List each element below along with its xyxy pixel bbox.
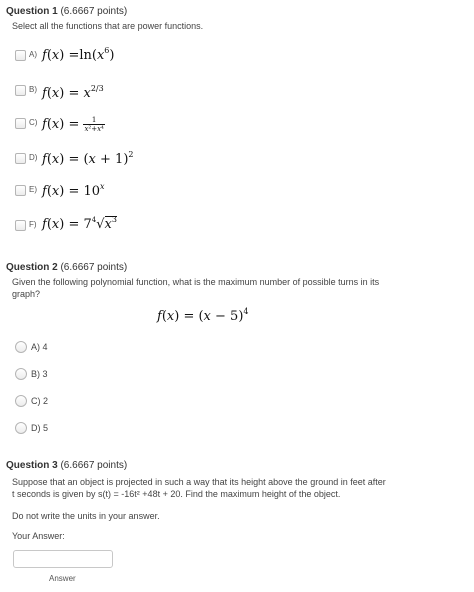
option-c-radio[interactable]	[15, 395, 27, 407]
option-f-formula: $f(x) = 7^4√x^3$	[42, 215, 117, 232]
question-3-points: (6.6667 points)	[60, 460, 128, 471]
option-b-radio[interactable]	[15, 368, 27, 380]
question-1-title	[6, 6, 127, 17]
option-f-checkbox[interactable]	[15, 220, 26, 231]
question-2-formula: $f(x) = (x - 5)^4$	[157, 307, 249, 324]
option-d-letter: D)	[29, 153, 38, 162]
question-1-prompt: Select all the functions that are power functions.	[12, 21, 204, 31]
option-a-checkbox[interactable]	[15, 50, 26, 61]
option-a-formula: $f(x) =\ln(x^6)$	[42, 46, 115, 63]
question-3-label: Question 3	[6, 460, 58, 471]
option-e-formula: $f(x) = 10^x$	[42, 182, 105, 199]
question-2-points: (6.6667 points)	[60, 262, 128, 273]
option-c-formula: f(x) = $\frac{1}{\text{x²+x⁴}}$	[42, 116, 104, 133]
question-2-prompt: Given the following polynomial function, what is the maximum number of possible turns in its graph?	[12, 277, 380, 299]
option-b-letter: B)	[29, 85, 37, 94]
option-d-label: D) 5	[31, 423, 49, 433]
question-1-points: (6.6667 points)	[60, 6, 128, 17]
option-c-letter: C)	[29, 118, 38, 127]
option-d-formula: $f(x) = (x + 1)^2$	[42, 150, 134, 167]
answer-input[interactable]	[13, 550, 113, 568]
question-2-label: Question 2	[6, 262, 58, 273]
option-e-letter: E)	[29, 185, 37, 194]
question-3-note: Do not write the units in your answer.	[12, 511, 160, 521]
option-a-radio[interactable]	[15, 341, 27, 353]
option-c-label: C) 2	[31, 396, 49, 406]
question-3-title	[6, 460, 127, 471]
your-answer-label: Your Answer:	[12, 531, 65, 541]
option-b-formula: $f(x) = x^{2/3}$	[42, 84, 104, 101]
question-2-title	[6, 262, 127, 273]
question-3-prompt-line-2: t seconds is given by s(t) = -16t² +48t + 20. Find the maximum height of the object.	[12, 489, 341, 499]
option-b-label: B) 3	[31, 369, 48, 379]
option-a-letter: A)	[29, 50, 37, 59]
option-f-letter: F)	[29, 220, 37, 229]
option-b-checkbox[interactable]	[15, 85, 26, 96]
option-c-checkbox[interactable]	[15, 118, 26, 129]
question-1-label: Question 1	[6, 6, 58, 17]
option-e-checkbox[interactable]	[15, 185, 26, 196]
option-d-radio[interactable]	[15, 422, 27, 434]
option-d-checkbox[interactable]	[15, 153, 26, 164]
option-a-label: A) 4	[31, 342, 48, 352]
question-3-prompt-line-1: Suppose that an object is projected in such a way that its height above the ground in feet after	[12, 477, 386, 487]
answer-caption: Answer	[49, 574, 76, 583]
